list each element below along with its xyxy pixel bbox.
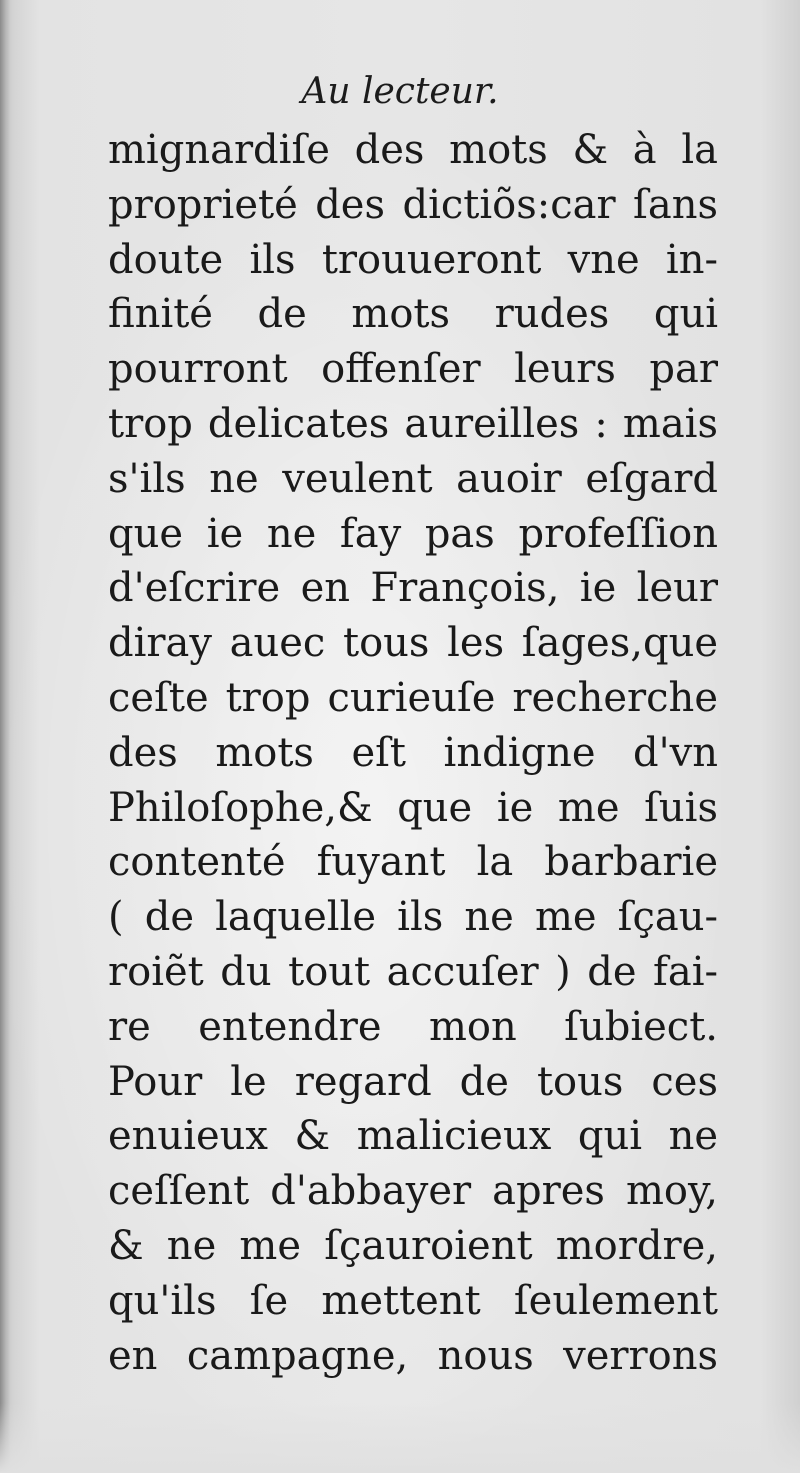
- text-line: ceſte trop curieuſe recherche: [108, 674, 718, 721]
- text-line: proprieté des dictiõs:car ſans: [108, 181, 718, 228]
- text-line: en campagne, nous verrons: [108, 1332, 718, 1379]
- text-line: que ie ne fay pas profeſſion: [108, 510, 718, 557]
- text-line: ( de laquelle ils ne me ſçau-: [108, 894, 718, 941]
- text-line: doute ils trouueront vne in-: [108, 236, 718, 283]
- page-bottom-margin: [0, 1403, 800, 1473]
- text-line: contenté fuyant la barbarie: [108, 839, 718, 886]
- text-line: trop delicates aureilles : mais: [108, 400, 718, 447]
- text-line: qu'ils ſe mettent ſeulement: [108, 1277, 718, 1324]
- text-line: des mots eſt indigne d'vn: [108, 729, 718, 776]
- page-gutter-shadow: [0, 0, 10, 1473]
- text-line: d'eſcrire en François, ie leur: [108, 565, 718, 612]
- text-line: roiẽt du tout accuſer ) de fai-: [108, 948, 718, 995]
- text-line: Pour le regard de tous ces: [108, 1058, 718, 1105]
- text-line: & ne me ſçauroient mordre,: [108, 1222, 718, 1269]
- text-line: finité de mots rudes qui: [108, 291, 718, 338]
- body-text: [108, 123, 718, 1383]
- text-line: diray auec tous les ſages,que: [108, 620, 718, 667]
- text-line: Philoſophe,& que ie me ſuis: [108, 784, 718, 831]
- text-line: enuieux & malicieux qui ne: [108, 1113, 718, 1160]
- text-line: ceſſent d'abbayer apres moy,: [108, 1168, 718, 1215]
- text-line: re entendre mon ſubiect.: [108, 1003, 718, 1050]
- text-line: pourront offenſer leurs par: [108, 346, 718, 393]
- text-line: s'ils ne veulent auoir eſgard: [108, 455, 718, 502]
- text-line: mignardiſe des mots & à la: [108, 127, 718, 173]
- running-head: Au lecteur.: [301, 71, 499, 112]
